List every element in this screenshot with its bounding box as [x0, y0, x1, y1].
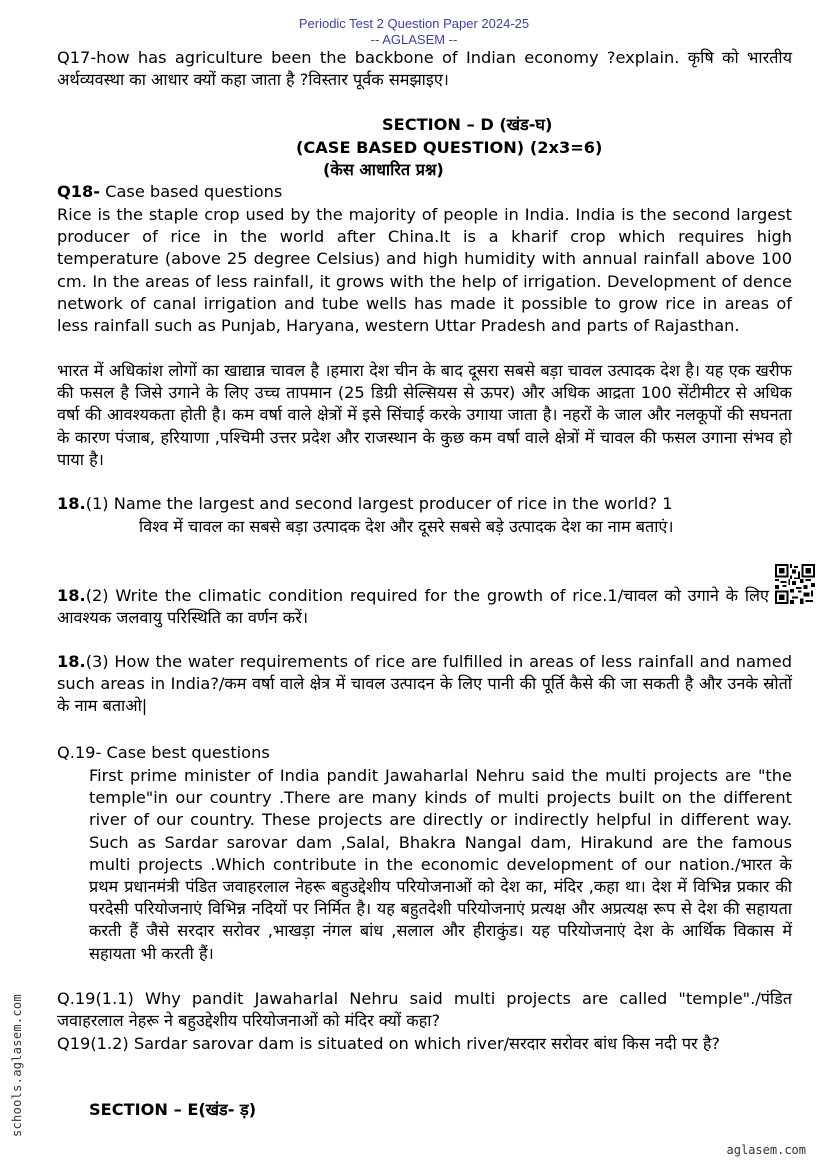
- question-18-3: [57, 651, 792, 718]
- question-17: Q17-how has agriculture been the backbone of Indian economy ?explain. कृषि को भारतीय अर्थव्यवस्था का आधार क्यों कहा जाता है ?विस्तार पूर्वक समझाइए।: [57, 48, 792, 90]
- footer-watermark: aglasem.com: [726, 1143, 806, 1157]
- question-18-passage-english: Rice is the staple crop used by the majority of people in India. India is the second largest producer of rice in the world after China.It is a kharif crop which requires high temperature (above 25 degree Celsius) and high humidity with annual rainfall above 100 cm. In the areas of less rainfall, it grows with the help of irrigation. Development of dence network of canal irrigation and tube wells has made it possible to grow rice in areas of less rainfall such as Punjab, Haryana, western Uttar Pradesh and parts of Rajasthan.: [57, 205, 792, 336]
- question-18-3-text: (3) How the water requirements of rice are fulfilled in areas of less rainfall and named such areas in India?/कम वर्षा वाले क्षेत्र में चावल उत्पादन के लिए पानी की पूर्ति कैसे की जा सकती है और उनके स्रोतों के नाम बताओ|: [57, 652, 792, 716]
- header-title: Periodic Test 2 Question Paper 2024-25: [298, 16, 530, 31]
- side-watermark: schools.aglasem.com: [10, 994, 24, 1137]
- question-19-1-2: Q19(1.2) Sardar sarovar dam is situated on which river/सरदार सरोवर बांध किस नदी पर है?: [57, 1034, 721, 1053]
- question-18-2: [57, 585, 769, 629]
- question-18-passage-hindi: भारत में अधिकांश लोगों का खाद्यान्न चावल है ।हमारा देश चीन के बाद दूसरा सबसे बड़ा चावल उत्पादक देश है। यह एक खरीफ की फसल है जिसे उगाने के लिए उच्च तापमान (25 डिग्री सेल्सियस से ऊपर) और अधिक आद्रता 100 सेंटीमीटर से अधिक वर्षा की आवश्यकता होती है। कम वर्षा वाले क्षेत्रों में इसे सिंचाई करके उगाया जाता है। नहरों के जाल और नलकूपों की सघनता के कारण पंजाब, हरियाणा ,पश्चिमी उत्तर प्रदेश और राजस्थान के कुछ कम वर्षा वाले क्षेत्रों में चावल की फसल उगाना संभव हो पाया है।: [57, 361, 792, 469]
- question-18-1-hindi: [57, 516, 792, 538]
- question-18-1-hindi-text: विश्व में चावल का सबसे बड़ा उत्पादक देश और दूसरे सबसे बड़े उत्पादक देश का नाम बताएं।: [139, 517, 674, 536]
- question-18-heading: [57, 181, 792, 203]
- question-18-1-text: (1) Name the largest and second largest producer of rice in the world? 1: [85, 494, 673, 513]
- question-18-1-label: 18.: [57, 494, 86, 513]
- section-d-subtitle: (CASE BASED QUESTION) (2x3=6): [296, 138, 603, 157]
- question-18-1: [57, 493, 792, 515]
- question-18-2-label: 18.: [57, 586, 86, 605]
- question-18-2-text: (2) Write the climatic condition required for the growth of rice.1/चावल को उगाने के लिए आवश्यक जलवायु परिस्थिति का वर्णन करें।: [57, 586, 769, 628]
- question-19-heading: Q.19- Case best questions: [57, 743, 270, 762]
- question-19-1-1: Q.19(1.1) Why pandit Jawaharlal Nehru said multi projects are called "temple"./पंडित जवाहरलाल नेहरू ने बहुउद्देशीय परियोजनाओं को मंदिर क्यों कहा?: [57, 989, 792, 1031]
- question-18-3-label: 18.: [57, 652, 86, 671]
- section-d-title: SECTION – D (खंड-घ): [382, 115, 553, 134]
- question-18-heading-text: Case based questions: [100, 182, 283, 201]
- question-19-passage: First prime minister of India pandit Jawaharlal Nehru said the multi projects are "the temple"in our country .There are many kinds of multi projects built on the different river of our country. These projects are directly or indirectly helpful in different way. Such as Sardar sarovar dam ,Salal, Bhakra Nangal dam, Hirakund are the famous multi projects .Which contribute in the economic development of our nation./भारत के प्रथम प्रधानमंत्री पंडित जवाहरलाल नेहरू बहुउद्देशीय परियोजनाओं को देश का, मंदिर ,कहा था। देश में विभिन्न प्रकार की परदेसी परियोजनाएं विभिन्न नदियों पर निर्मित है। यह बहुतदेशी परियोजनाएं प्रत्यक्ष और अप्रत्यक्ष रूप से देश की सहायता करती हैं जैसे सरदार सरोवर ,भाखड़ा नंगल बांध ,सलाल और हीराकुंड। यह परियोजनाएं देश के आर्थिक विकास में सहायता भी करती हैं।: [89, 766, 792, 963]
- section-e-title: SECTION – E(खंड- ड़): [89, 1100, 257, 1119]
- question-18-label: Q18-: [57, 182, 101, 201]
- header-watermark: -- AGLASEM --: [370, 32, 458, 47]
- section-d-subtitle-hindi: (केस आधारित प्रश्न): [323, 160, 444, 179]
- qr-code: [775, 564, 815, 604]
